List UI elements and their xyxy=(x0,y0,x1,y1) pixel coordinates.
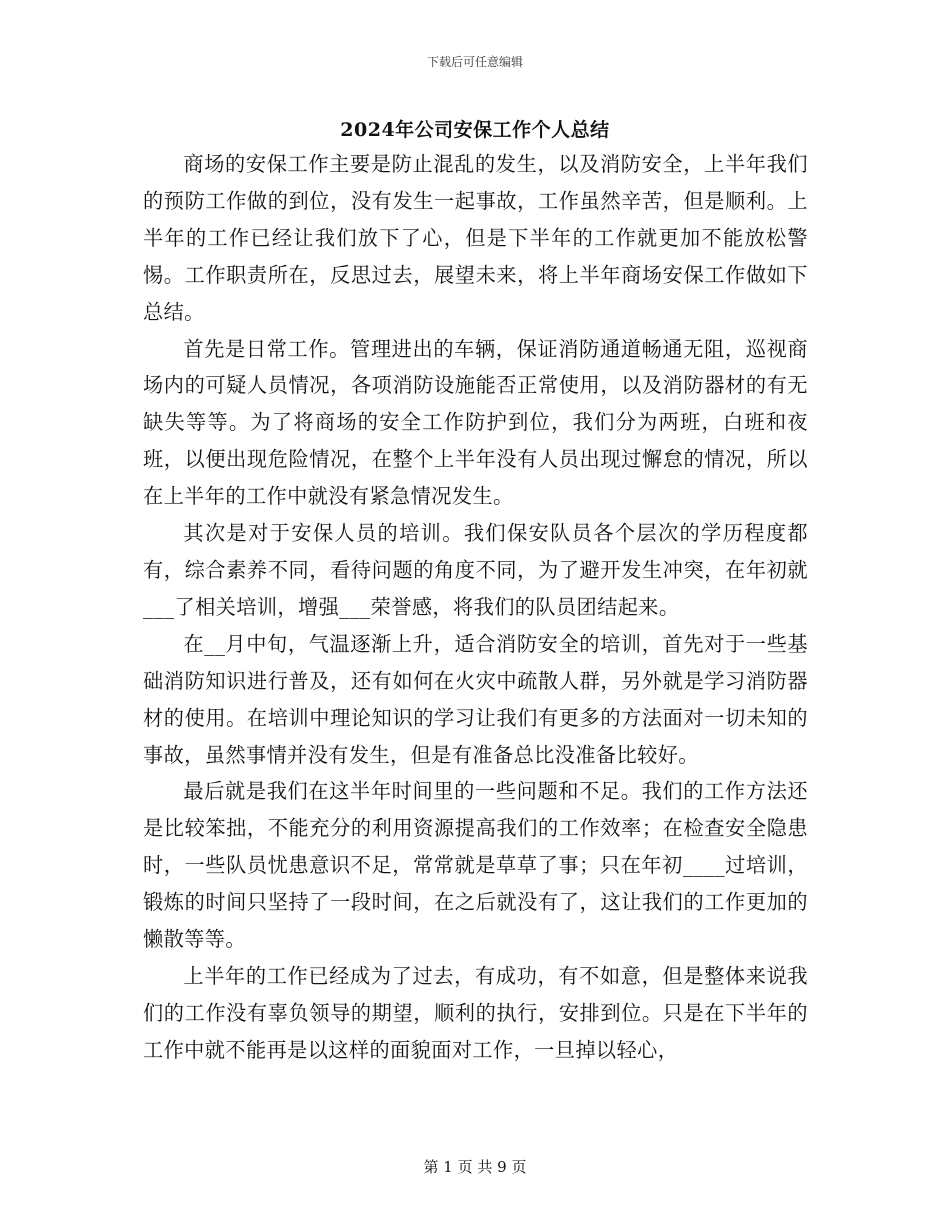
paragraph-intro: 商场的安保工作主要是防止混乱的发生，以及消防安全，上半年我们的预防工作做的到位，没有发生一起事故，工作虽然辛苦，但是顺利。上半年的工作已经让我们放下了心，但是下半年的工作就更加不能放松警惕。工作职责所在，反思过去，展望未来，将上半年商场安保工作做如下总结。 xyxy=(143,152,808,324)
document-title: 2024年公司安保工作个人总结 xyxy=(340,119,610,141)
paragraph-fire-training: 在__月中旬，气温逐渐上升，适合消防安全的培训，首先对于一些基础消防知识进行普及，还有如何在火灾中疏散人群，另外就是学习消防器材的使用。在培训中理论知识的学习让我们有更多的方法面对一切未知的事故，虽然事情并没有发生，但是有准备总比没准备比较好。 xyxy=(143,631,808,767)
header-note: 下载后可任意编辑 xyxy=(426,55,523,69)
document-body xyxy=(143,146,808,1069)
paragraph-training: 其次是对于安保人员的培训。我们保安队员各个层次的学历程度都有，综合素养不同，看待问题的角度不同，为了避开发生冲突，在年初就___了相关培训，增强___荣誉感，将我们的队员团结起来。 xyxy=(143,521,808,619)
paragraph-daily-work: 首先是日常工作。管理进出的车辆，保证消防通道畅通无阻，巡视商场内的可疑人员情况，各项消防设施能否正常使用，以及消防器材的有无缺失等等。为了将商场的安全工作防护到位，我们分为两班，白班和夜班，以便出现危险情况，在整个上半年没有人员出现过懈怠的情况，所以在上半年的工作中就没有紧急情况发生。 xyxy=(143,336,808,509)
paragraph-conclusion: 上半年的工作已经成为了过去，有成功，有不如意，但是整体来说我们的工作没有辜负领导的期望，顺利的执行，安排到位。只是在下半年的工作中就不能再是以这样的面貌面对工作，一旦掉以轻心， xyxy=(143,963,808,1062)
page-indicator: 第 1 页 共 9 页 xyxy=(423,1158,527,1176)
paragraph-problems: 最后就是我们在这半年时间里的一些问题和不足。我们的工作方法还是比较笨拙，不能充分的利用资源提高我们的工作效率；在检查安全隐患时，一些队员忧患意识不足，常常就是草草了事；只在年初____过培训，锻炼的时间只坚持了一段时间，在之后就没有了，这让我们的工作更加的懒散等等。 xyxy=(143,779,808,952)
